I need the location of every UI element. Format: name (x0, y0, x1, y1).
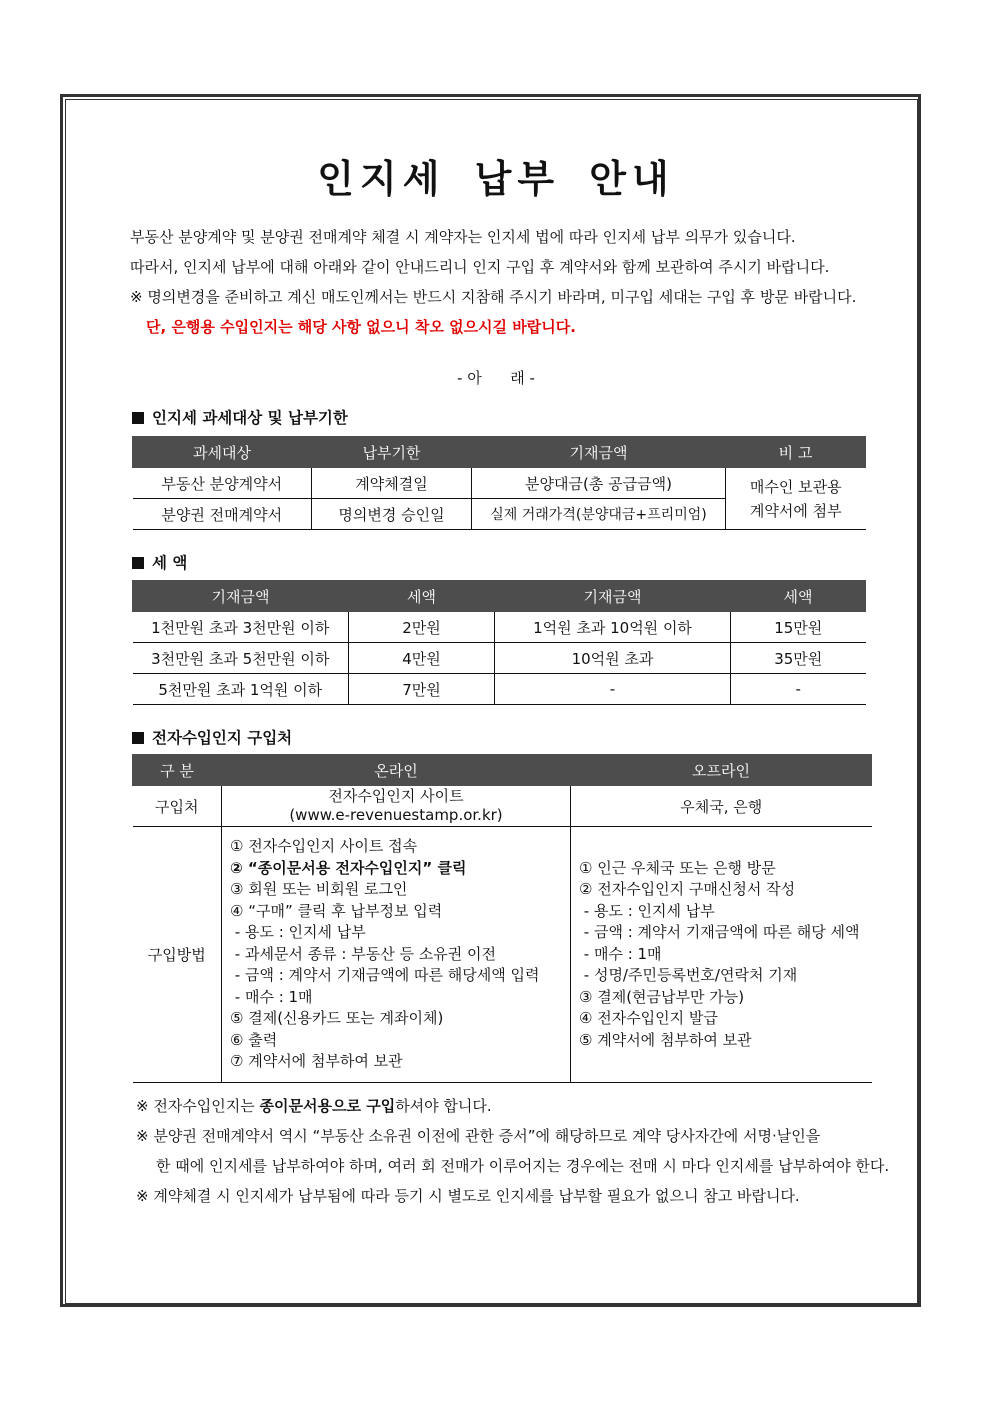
header-cell: 오프라인 (571, 755, 872, 786)
cell: 계약체결일 (312, 468, 472, 499)
cell: 15만원 (731, 612, 866, 643)
cell: 35만원 (731, 643, 866, 674)
step-item: - 금액 : 계약서 기재금액에 따른 해당세액 입력 (230, 966, 540, 985)
remark-line: 계약서에 첨부 (749, 501, 842, 520)
remark-cell (726, 468, 866, 530)
cell: 7만원 (349, 674, 495, 705)
section-heading: 전자수입인지 구입처 (132, 726, 292, 748)
step-item: ④ 전자수입인지 발급 (579, 1009, 718, 1028)
section-heading: 인지세 과세대상 및 납부기한 (132, 406, 348, 428)
header-cell: 비 고 (726, 437, 866, 468)
header-cell: 온라인 (222, 755, 571, 786)
cell: - (731, 674, 866, 705)
step-item: ⑦ 계약서에 첨부하여 보관 (230, 1052, 403, 1071)
header-cell: 세액 (731, 581, 866, 612)
cell: 실제 거래가격(분양대금+프리미엄) (472, 499, 726, 530)
step-item: ① 전자수입인지 사이트 접속 (230, 837, 418, 856)
note-bold: 구입 (366, 1097, 396, 1115)
cell: 4만원 (349, 643, 495, 674)
intro-line: ※ 명의변경을 준비하고 계신 매도인께서는 반드시 지참해 주시기 바라며, 미구입 세대는 구입 후 방문 바랍니다. (130, 288, 857, 306)
step-item: ⑤ 결제(신용카드 또는 계좌이체) (230, 1009, 444, 1028)
online-place: 전자수입인지 사이트 (328, 787, 464, 805)
online-steps (222, 827, 571, 1083)
cell: 1억원 초과 10억원 이하 (495, 612, 731, 643)
step-item: ③ 결제(현금납부만 가능) (579, 987, 745, 1006)
cell: 1천만원 초과 3천만원 이하 (133, 612, 349, 643)
header-cell: 납부기한 (312, 437, 472, 468)
taxable-table (132, 436, 866, 530)
square-bullet-icon (132, 412, 144, 424)
intro-line: 따라서, 인지세 납부에 대해 아래와 같이 안내드리니 인지 구입 후 계약서와 함께 보관하여 주시기 바랍니다. (130, 258, 830, 276)
cell: 5천만원 초과 1억원 이하 (133, 674, 349, 705)
cell: 3천만원 초과 5천만원 이하 (133, 643, 349, 674)
step-item: ④ “구매” 클릭 후 납부정보 입력 (230, 901, 443, 920)
step-item: ③ 회원 또는 비회원 로그인 (230, 880, 408, 899)
intro (130, 222, 870, 342)
note-1 (136, 1091, 492, 1121)
step-item: ② 전자수입인지 구매신청서 작성 (579, 880, 796, 899)
note-text: ※ 전자수입인지는 (136, 1097, 260, 1115)
step-item: ⑥ 출력 (230, 1030, 278, 1049)
step-item: - 매수 : 1매 (230, 987, 313, 1006)
square-bullet-icon (132, 732, 144, 744)
table-row (133, 468, 866, 499)
table-row (133, 612, 866, 643)
table-row (133, 786, 872, 827)
header-cell: 기재금액 (495, 581, 731, 612)
step-item: - 용도 : 인지세 납부 (230, 923, 366, 942)
intro-line: 부동산 분양계약 및 분양권 전매계약 체결 시 계약자는 인지세 법에 따라 인지세 납부 의무가 있습니다. (130, 228, 796, 246)
remark-line: 매수인 보관용 (749, 477, 842, 496)
note-bold: 종이문서용으로 (259, 1097, 367, 1115)
square-bullet-icon (132, 557, 144, 569)
step-item: ⑤ 계약서에 첨부하여 보관 (579, 1030, 752, 1049)
section-heading: 세 액 (132, 551, 187, 573)
step-item: - 성명/주민등록번호/연락처 기재 (579, 966, 798, 985)
step-item: ② “종이문서용 전자수입인지” 클릭 (230, 858, 467, 877)
header-cell: 과세대상 (133, 437, 312, 468)
below-heading: - 아 래 - (457, 369, 535, 387)
step-item: - 매수 : 1매 (579, 944, 662, 963)
cell: 명의변경 승인일 (312, 499, 472, 530)
cell: - (495, 674, 731, 705)
header-cell: 세액 (349, 581, 495, 612)
cell: 부동산 분양계약서 (133, 468, 312, 499)
step-item: - 금액 : 계약서 기재금액에 따른 해당 세액 (579, 923, 860, 942)
online-url: (www.e-revenuestamp.or.kr) (289, 806, 503, 824)
step-item: - 용도 : 인지세 납부 (579, 901, 715, 920)
header-cell: 기재금액 (472, 437, 726, 468)
note-2: ※ 분양권 전매계약서 역시 “부동산 소유권 이전에 관한 증서”에 해당하므로 계약 당사자간에 서명·날인을 (136, 1127, 821, 1145)
online-place-cell (222, 786, 571, 827)
table-row (133, 827, 872, 1083)
offline-place-cell: 우체국, 은행 (571, 786, 872, 827)
cell: 구입방법 (133, 827, 222, 1083)
purchase-table (132, 754, 872, 1083)
cell: 분양권 전매계약서 (133, 499, 312, 530)
offline-steps (571, 827, 872, 1083)
note-3: ※ 계약체결 시 인지세가 납부됨에 따라 등기 시 별도로 인지세를 납부할 필요가 없으니 참고 바랍니다. (136, 1187, 800, 1205)
table-row (133, 674, 866, 705)
note-2-cont: 한 때에 인지세를 납부하여야 하며, 여러 회 전매가 이루어지는 경우에는 전매 시 마다 인지세를 납부하여야 한다. (156, 1157, 890, 1175)
step-item: - 과세문서 종류 : 부동산 등 소유권 이전 (230, 944, 496, 963)
table-row (133, 643, 866, 674)
header-cell: 기재금액 (133, 581, 349, 612)
note-text: 하셔야 합니다. (395, 1097, 492, 1115)
header-cell: 구 분 (133, 755, 222, 786)
step-item: ① 인근 우체국 또는 은행 방문 (579, 858, 776, 877)
page-title: 인지세 납부 안내 (317, 157, 675, 201)
cell: 10억원 초과 (495, 643, 731, 674)
intro-red-notice: 단, 은행용 수입인지는 해당 사항 없으니 착오 없으시길 바랍니다. (146, 318, 576, 336)
cell: 분양대금(총 공급금액) (472, 468, 726, 499)
cell: 구입처 (133, 786, 222, 827)
tax-amount-table (132, 580, 866, 705)
cell: 2만원 (349, 612, 495, 643)
